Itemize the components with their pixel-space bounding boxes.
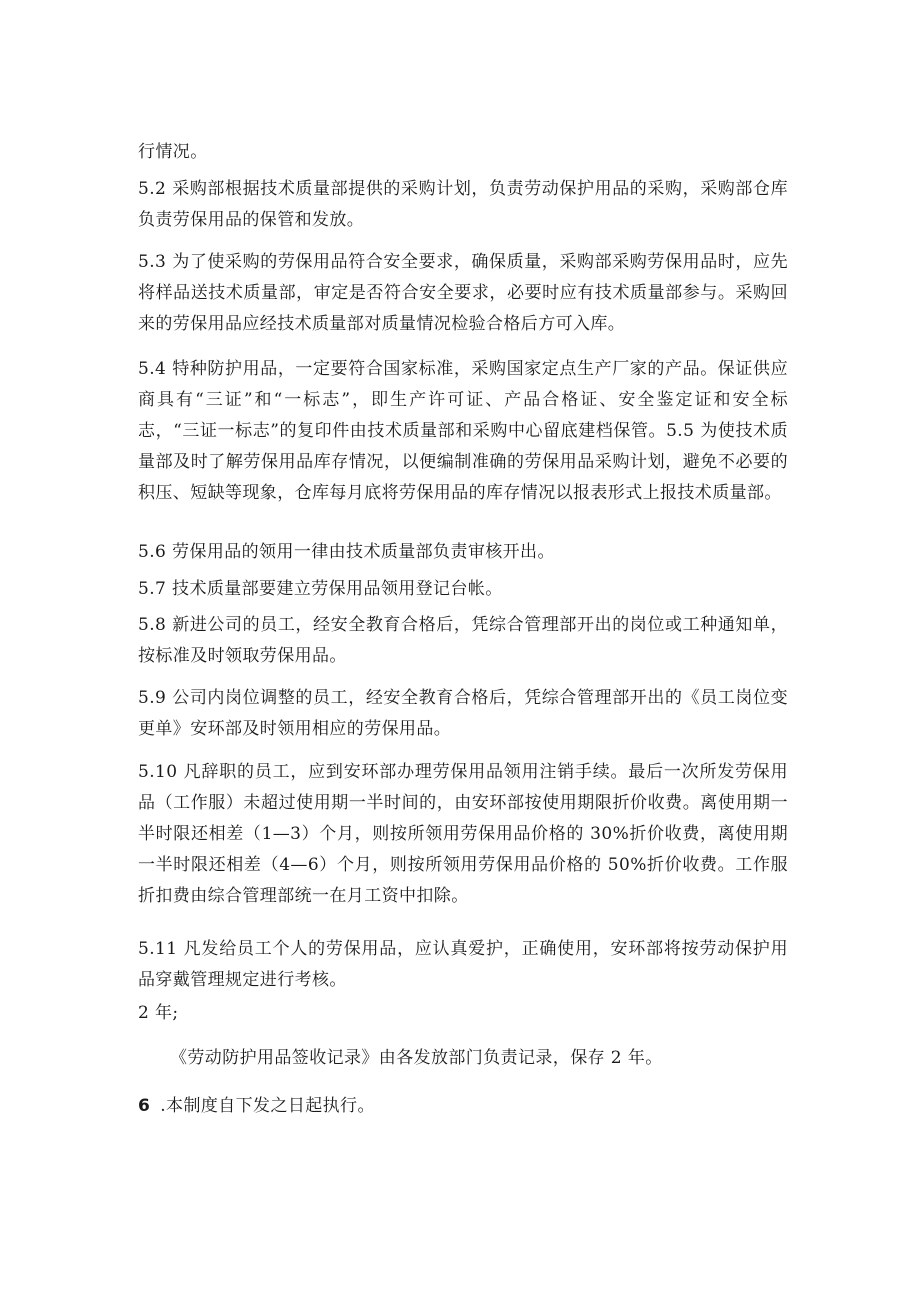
paragraph-5-6: 5.6 劳保用品的领用一律由技术质量部负责审核开出。 <box>138 542 555 562</box>
record-retention-note: 《劳动防护用品签收记录》由各发放部门负责记录，保存 2 年。 <box>170 1048 663 1068</box>
paragraph-5-3: 5.3 为了使采购的劳保用品符合安全要求，确保质量，采购部采购劳保用品时，应先将样品送技术质量部，审定是否符合安全要求，必要时应有技术质量部参与。采购回来的劳保用品应经技术质量部对质量情况检验合格后方可入库。 <box>138 252 788 334</box>
paragraph-5-4-5-5: 5.4 特种防护用品，一定要符合国家标准，采购国家定点生产厂家的产品。保证供应商具有“三证”和“一标志”，即生产许可证、产品合格证、安全鉴定证和安全标志，“三证一标志”的复印件由技术质量部和采购中心留底建档保管。5.5 为使技术质量部及时了解劳保用品库存情况，以便编制准确的劳保用品采购计划，避免不必要的积压、短缺等现象，仓库每月底将劳保用品的库存情况以报表形式上报技术质量部。 <box>138 359 788 503</box>
fragment-2-year: 2 年; <box>138 1003 179 1023</box>
final-clause-text: .本制度自下发之日起执行。 <box>160 1096 375 1116</box>
paragraph-intro-tail: 行情况。 <box>138 142 208 162</box>
paragraph-5-7: 5.7 技术质量部要建立劳保用品领用登记台帐。 <box>138 579 503 599</box>
paragraph-5-2: 5.2 采购部根据技术质量部提供的采购计划，负责劳动保护用品的采购，采购部仓库负责劳保用品的保管和发放。 <box>138 179 788 230</box>
paragraph-5-9: 5.9 公司内岗位调整的员工，经安全教育合格后，凭综合管理部开出的《员工岗位变更单》安环部及时领用相应的劳保用品。 <box>138 688 788 739</box>
paragraph-5-11: 5.11 凡发给员工个人的劳保用品，应认真爱护，正确使用，安环部将按劳动保护用品穿戴管理规定进行考核。 <box>138 939 788 990</box>
paragraph-5-8: 5.8 新进公司的员工，经安全教育合格后，凭综合管理部开出的岗位或工种通知单，按标准及时领取劳保用品。 <box>138 615 788 666</box>
paragraph-5-10: 5.10 凡辞职的员工，应到安环部办理劳保用品领用注销手续。最后一次所发劳保用品（工作服）未超过使用期一半时间的，由安环部按使用期限折价收费。离使用期一半时限还相差（1—3）个月，则按所领用劳保用品价格的 30%折价收费，离使用期一半时限还相差（4—6）个月，则按所领用劳保用品价格的 50%折价收费。工作服折扣费由综合管理部统一在月工资中扣除。 <box>138 762 788 906</box>
final-clause <box>138 1091 375 1122</box>
final-clause-number: 6 <box>138 1096 151 1116</box>
